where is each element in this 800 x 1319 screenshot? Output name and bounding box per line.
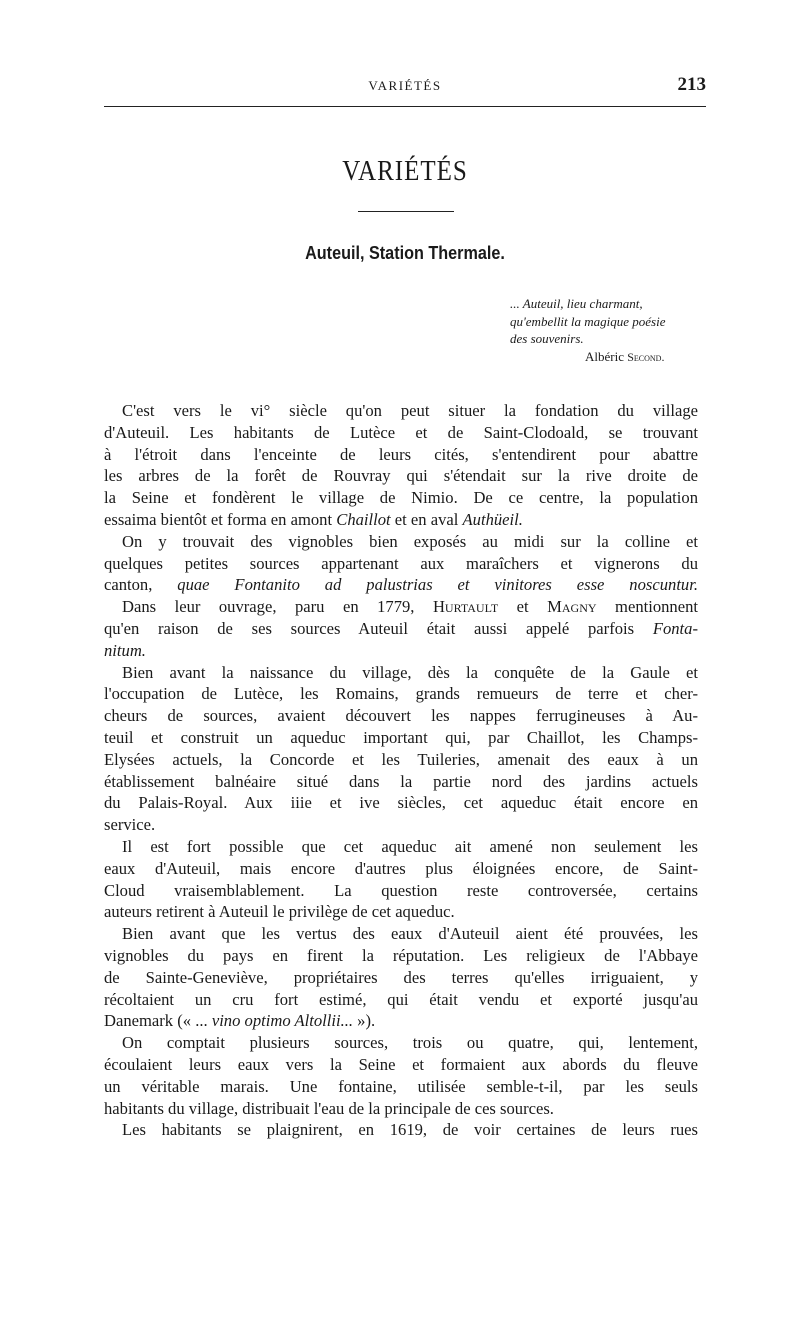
text-line: de Sainte-Geneviève, propriétaires des terres qu'elles irriguaient, y [104, 967, 698, 987]
section-title: VARIÉTÉS [342, 156, 468, 187]
author-first-name: Albéric [585, 348, 624, 364]
text-line: la Seine et fondèrent le village de Nimio. De ce centre, la population [104, 488, 698, 508]
paragraph [104, 662, 698, 836]
place-name: Authüeil. [462, 509, 523, 529]
text-line [104, 574, 698, 596]
header-rule [104, 106, 706, 107]
text-line: du Palais-Royal. Aux iiie et ive siècles, cet aqueduc était encore en [104, 793, 698, 813]
text-line: écoulaient leurs eaux vers la Seine et formaient aux abords du fleuve [104, 1054, 698, 1074]
text-line: Elysées actuels, la Concorde et les Tuileries, amenait des eaux à un [104, 749, 698, 769]
article-title: Auteuil, Station Thermale. [305, 243, 505, 263]
epigraph-line: ... Auteuil, lieu charmant, [510, 296, 643, 311]
paragraph [104, 400, 698, 531]
text-line: On comptait plusieurs sources, trois ou quatre, qui, lentement, [122, 1033, 698, 1053]
text-fragment: Danemark (« ... [104, 1011, 212, 1031]
epigraph-author [510, 348, 710, 367]
paragraph [104, 923, 698, 1032]
text-line: auteurs retirent à Auteuil le privilège de cet aqueduc. [104, 902, 455, 922]
text-line: un véritable marais. Une fontaine, utilisée semble-t-il, par les seuls [104, 1076, 698, 1096]
text-line: service. [104, 815, 156, 835]
text-fragment: Dans leur ouvrage, paru en 1779, [122, 597, 433, 617]
text-line: teuil et construit un aqueduc important qui, par Chaillot, les Champs- [104, 727, 698, 747]
running-header [104, 76, 706, 98]
text-fragment: qu'en raison de ses sources Auteuil était aussi appelé parfois [104, 618, 653, 638]
paragraph [104, 531, 698, 596]
epigraph-line: des souvenirs. [510, 331, 584, 346]
text-line: d'Auteuil. Les habitants de Lutèce et de Saint-Clodoald, se trouvant [104, 422, 698, 442]
text-line: Bien avant que les vertus des eaux d'Auteuil aient été prouvées, les [122, 924, 698, 944]
text-line: nitum. [104, 640, 146, 660]
paragraph [104, 836, 698, 923]
latin-term: Fonta- [652, 618, 698, 638]
text-line: Bien avant la naissance du village, dès la conquête de la Gaule et [122, 662, 698, 682]
epigraph-line: qu'embellit la magique poésie [510, 313, 666, 329]
text-line [104, 596, 698, 618]
text-line: à l'étroit dans l'enceinte de leurs cités, s'entendirent pour abattre [104, 444, 698, 464]
text-line: les arbres de la forêt de Rouvray qui s'étendait sur la rive droite de [104, 466, 698, 486]
text-line: l'occupation de Lutèce, les Romains, grands remueurs de terre et cher- [104, 684, 698, 704]
text-fragment: et en aval [390, 509, 463, 529]
text-line: Cloud vraisemblablement. La question reste controversée, certains [104, 880, 698, 900]
text-fragment: mentionnent [596, 597, 698, 617]
text-line: C'est vers le vi° siècle qu'on peut situer la fondation du village [122, 401, 698, 420]
text-line: habitants du village, distribuait l'eau de la principale de ces sources. [104, 1098, 554, 1118]
latin-quote: vino optimo Altollii... [211, 1011, 354, 1031]
title-rule [358, 211, 454, 212]
text-fragment: essaima bientôt et forma en amont [104, 509, 337, 529]
text-fragment: et [498, 597, 548, 617]
latin-quote: quae Fontanito ad palustrias et vinitores esse noscuntur. [177, 575, 698, 595]
text-line: quelques petites sources appartenant aux maraîchers et vignerons du [104, 553, 698, 573]
page-number: 213 [677, 74, 706, 95]
text-fragment: canton, [104, 575, 178, 595]
epigraph [510, 295, 710, 366]
text-line: Il est fort possible que cet aqueduc ait amené non seulement les [122, 836, 698, 856]
author-name: Hurtault [432, 597, 499, 617]
author-name: Magny [547, 597, 597, 617]
place-name: Chaillot [336, 509, 391, 529]
paragraph [104, 1119, 698, 1141]
text-line: eaux d'Auteuil, mais encore d'autres plus éloignées encore, de Saint- [104, 858, 698, 878]
text-fragment: »). [353, 1011, 376, 1031]
text-line [104, 1010, 698, 1032]
text-line [104, 618, 698, 640]
text-line: cheurs de sources, avaient découvert les nappes ferrugineuses à Au- [104, 706, 698, 726]
paragraph [104, 596, 698, 661]
text-line: récoltaient un cru fort estimé, qui était vendu et exporté jusqu'au [104, 989, 698, 1009]
paragraph [104, 1032, 698, 1119]
text-line: On y trouvait des vignobles bien exposés au midi sur la colline et [122, 531, 698, 551]
author-last-name: Second. [627, 349, 665, 364]
text-line: vignobles du pays en firent la réputation. Les religieux de l'Abbaye [104, 945, 698, 965]
article-body [104, 400, 698, 1141]
text-line: établissement balnéaire situé dans la partie nord des jardins actuels [104, 771, 698, 791]
text-line [104, 509, 698, 531]
running-title: VARIÉTÉS [368, 78, 442, 93]
text-line: Les habitants se plaignirent, en 1619, de voir certaines de leurs rues [122, 1120, 698, 1140]
